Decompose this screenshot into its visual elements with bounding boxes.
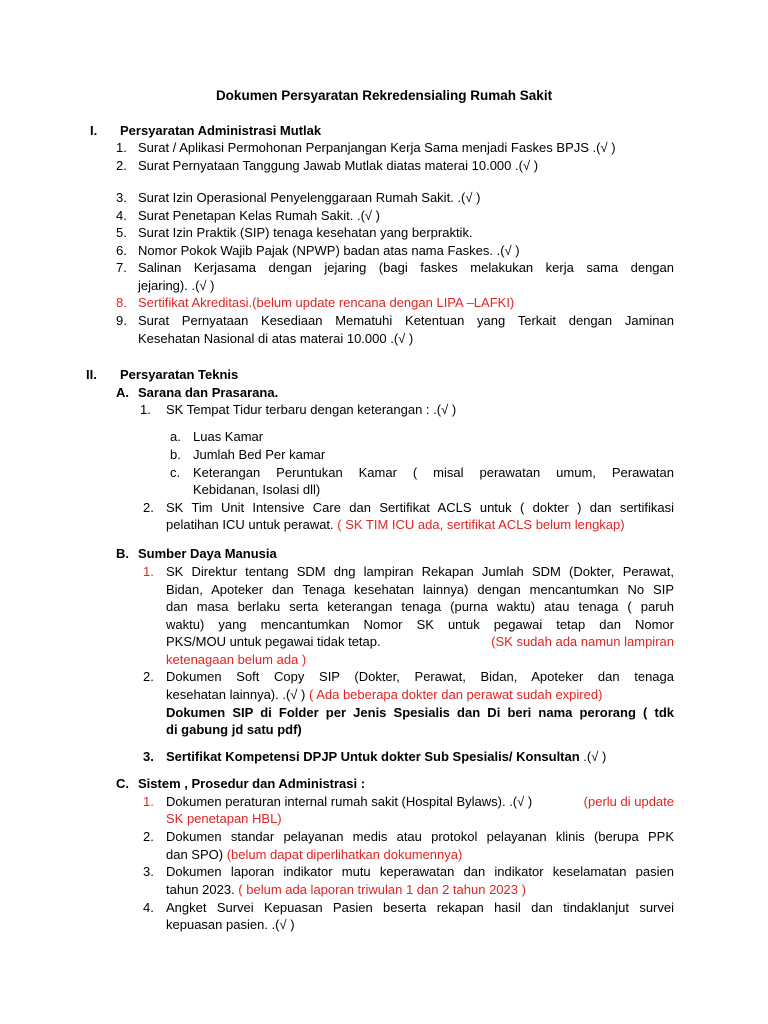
b-item-1-line4: waktu) yang mencantumkan Nomor SK untuk pegawai tetap dan Nomor: [166, 617, 674, 632]
a-item-2-note: ( SK TIM ICU ada, sertifikat ACLS belum lengkap): [333, 517, 625, 532]
b-item-3-check: .(√ ): [579, 749, 607, 764]
c-item-2-line2: [166, 846, 462, 863]
b-item-1-note: (SK sudah ada namun lampiran: [491, 634, 674, 649]
section-1-heading: Persyaratan Administrasi Mutlak: [120, 123, 322, 138]
section-2-roman: II.: [86, 367, 97, 382]
a-item-2-line2: [166, 516, 625, 533]
a-item-2-line2-text: pelatihan ICU untuk perawat.: [166, 517, 334, 532]
s1-item-1-num: 1.: [116, 140, 127, 155]
b-item-1-line5: [166, 633, 674, 650]
b-item-2-line2-text: kesehatan lainnya). .(√ ): [166, 687, 306, 702]
subsection-a-letter: A.: [116, 385, 129, 400]
s1-item-3-text: Surat Izin Operasional Penyelenggaraan Rumah Sakit. .(√ ): [138, 190, 481, 205]
s1-item-3-num: 3.: [116, 190, 127, 205]
c-item-1-num: 1.: [143, 794, 154, 809]
s1-item-4-num: 4.: [116, 208, 127, 223]
c-item-1-text: Dokumen peraturan internal rumah sakit (Hospital Bylaws). .(√ ): [166, 794, 533, 809]
a-sub-c-line2: Kebidanan, Isolasi dll): [193, 482, 321, 497]
a-sub-c-letter: c.: [170, 465, 181, 480]
b-item-2-line2: [166, 686, 602, 703]
s1-item-5-num: 5.: [116, 225, 127, 240]
c-item-2-line1: Dokumen standar pelayanan medis atau protokol pelayanan klinis (berupa PPK: [166, 829, 674, 844]
a-item-1-num: 1.: [140, 402, 151, 417]
c-item-3-line1: Dokumen laporan indikator mutu keperawatan dan indikator keselamatan pasien: [166, 864, 674, 879]
section-2-heading: Persyaratan Teknis: [120, 367, 239, 382]
c-item-1-line1: [166, 793, 674, 810]
a-item-1-text: SK Tempat Tidur terbaru dengan keterangan : .(√ ): [166, 402, 457, 417]
s1-item-7-line2: jejaring). .(√ ): [138, 278, 215, 293]
b-item-2-bold-line2: di gabung jd satu pdf): [166, 722, 302, 737]
c-item-2-line2-text: dan SPO): [166, 847, 224, 862]
b-item-1-line3: dan masa berlaku serta keterangan tenaga (purna waktu) atau tenaga ( paruh: [166, 599, 674, 614]
c-item-1-note: (perlu di update: [583, 794, 674, 809]
s1-item-8-num: 8.: [116, 295, 127, 310]
a-item-2-num: 2.: [143, 500, 154, 515]
a-sub-c-line1: Keterangan Peruntukan Kamar ( misal perawatan umum, Perawatan: [193, 465, 674, 480]
s1-item-6-num: 6.: [116, 243, 127, 258]
c-item-3-num: 3.: [143, 864, 154, 879]
c-item-3-note: ( belum ada laporan triwulan 1 dan 2 tahun 2023 ): [234, 882, 526, 897]
b-item-1-line1: SK Direktur tentang SDM dng lampiran Rekapan Jumlah SDM (Dokter, Perawat,: [166, 564, 674, 579]
s1-item-7-num: 7.: [116, 260, 127, 275]
a-sub-a-letter: a.: [170, 429, 181, 444]
subsection-c-letter: C.: [116, 776, 129, 791]
b-item-2-note: ( Ada beberapa dokter dan perawat sudah expired): [305, 687, 603, 702]
s1-item-8-text: Sertifikat Akreditasi.(belum update rencana dengan LIPA –LAFKI): [138, 295, 515, 310]
subsection-a-heading: Sarana dan Prasarana.: [138, 385, 279, 400]
c-item-3-line2: [166, 881, 526, 898]
c-item-4-line2: kepuasan pasien. .(√ ): [166, 917, 295, 932]
s1-item-9-line1: Surat Pernyataan Kesediaan Mematuhi Ketentuan yang Terkait dengan Jaminan: [138, 313, 674, 328]
s1-item-2-num: 2.: [116, 158, 127, 173]
b-item-2-line1: Dokumen Soft Copy SIP (Dokter, Perawat, Bidan, Apoteker dan tenaga: [166, 669, 674, 684]
subsection-b-letter: B.: [116, 546, 129, 561]
b-item-2-num: 2.: [143, 669, 154, 684]
s1-item-4-text: Surat Penetapan Kelas Rumah Sakit. .(√ ): [138, 208, 380, 223]
a-item-2-line1: SK Tim Unit Intensive Care dan Sertifikat ACLS untuk ( dokter ) dan sertifikasi: [166, 500, 674, 515]
s1-item-9-num: 9.: [116, 313, 127, 328]
b-item-1-line2: Bidan, Apoteker dan Tenaga kesehatan lainnya) dengan mencantumkan No SIP: [166, 582, 674, 597]
s1-item-2-text: Surat Pernyataan Tanggung Jawab Mutlak diatas materai 10.000 .(√ ): [138, 158, 539, 173]
b-item-3-num: 3.: [143, 749, 154, 764]
subsection-c-heading: Sistem , Prosedur dan Administrasi :: [138, 776, 366, 791]
s1-item-1-text: Surat / Aplikasi Permohonan Perpanjangan Kerja Sama menjadi Faskes BPJS .(√ ): [138, 140, 616, 155]
c-item-4-num: 4.: [143, 900, 154, 915]
c-item-2-note: (belum dapat diperlihatkan dokumennya): [223, 847, 463, 862]
s1-item-5-text: Surat Izin Praktik (SIP) tenaga kesehatan yang berpraktik.: [138, 225, 473, 240]
s1-item-7-line1: Salinan Kerjasama dengan jejaring (bagi faskes melakukan kerja sama dengan: [138, 260, 674, 275]
b-item-1-note-cont: ketenagaan belum ada ): [166, 652, 307, 667]
a-sub-a-text: Luas Kamar: [193, 429, 264, 444]
s1-item-6-text: Nomor Pokok Wajib Pajak (NPWP) badan atas nama Faskes. .(√ ): [138, 243, 520, 258]
subsection-b-heading: Sumber Daya Manusia: [138, 546, 277, 561]
s1-item-9-line2: Kesehatan Nasional di atas materai 10.000 .(√ ): [138, 331, 414, 346]
c-item-3-line2-text: tahun 2023.: [166, 882, 235, 897]
b-item-3-text: Sertifikat Kompetensi DPJP Untuk dokter Sub Spesialis/ Konsultan: [166, 749, 580, 764]
b-item-1-num: 1.: [143, 564, 154, 579]
a-sub-b-text: Jumlah Bed Per kamar: [193, 447, 326, 462]
section-1-roman: I.: [90, 123, 98, 138]
c-item-4-line1: Angket Survei Kepuasan Pasien beserta rekapan hasil dan tindaklanjut survei: [166, 900, 674, 915]
b-item-1-line5-text: PKS/MOU untuk pegawai tidak tetap.: [166, 634, 381, 649]
b-item-2-bold-line1: Dokumen SIP di Folder per Jenis Spesialis dan Di beri nama perorang ( tdk: [166, 705, 674, 720]
a-sub-b-letter: b.: [170, 447, 181, 462]
c-item-2-num: 2.: [143, 829, 154, 844]
document-title: Dokumen Persyaratan Rekredensialing Rumah Sakit: [215, 88, 553, 103]
b-item-3-line: [166, 748, 606, 765]
c-item-1-note-cont: SK penetapan HBL): [166, 811, 282, 826]
